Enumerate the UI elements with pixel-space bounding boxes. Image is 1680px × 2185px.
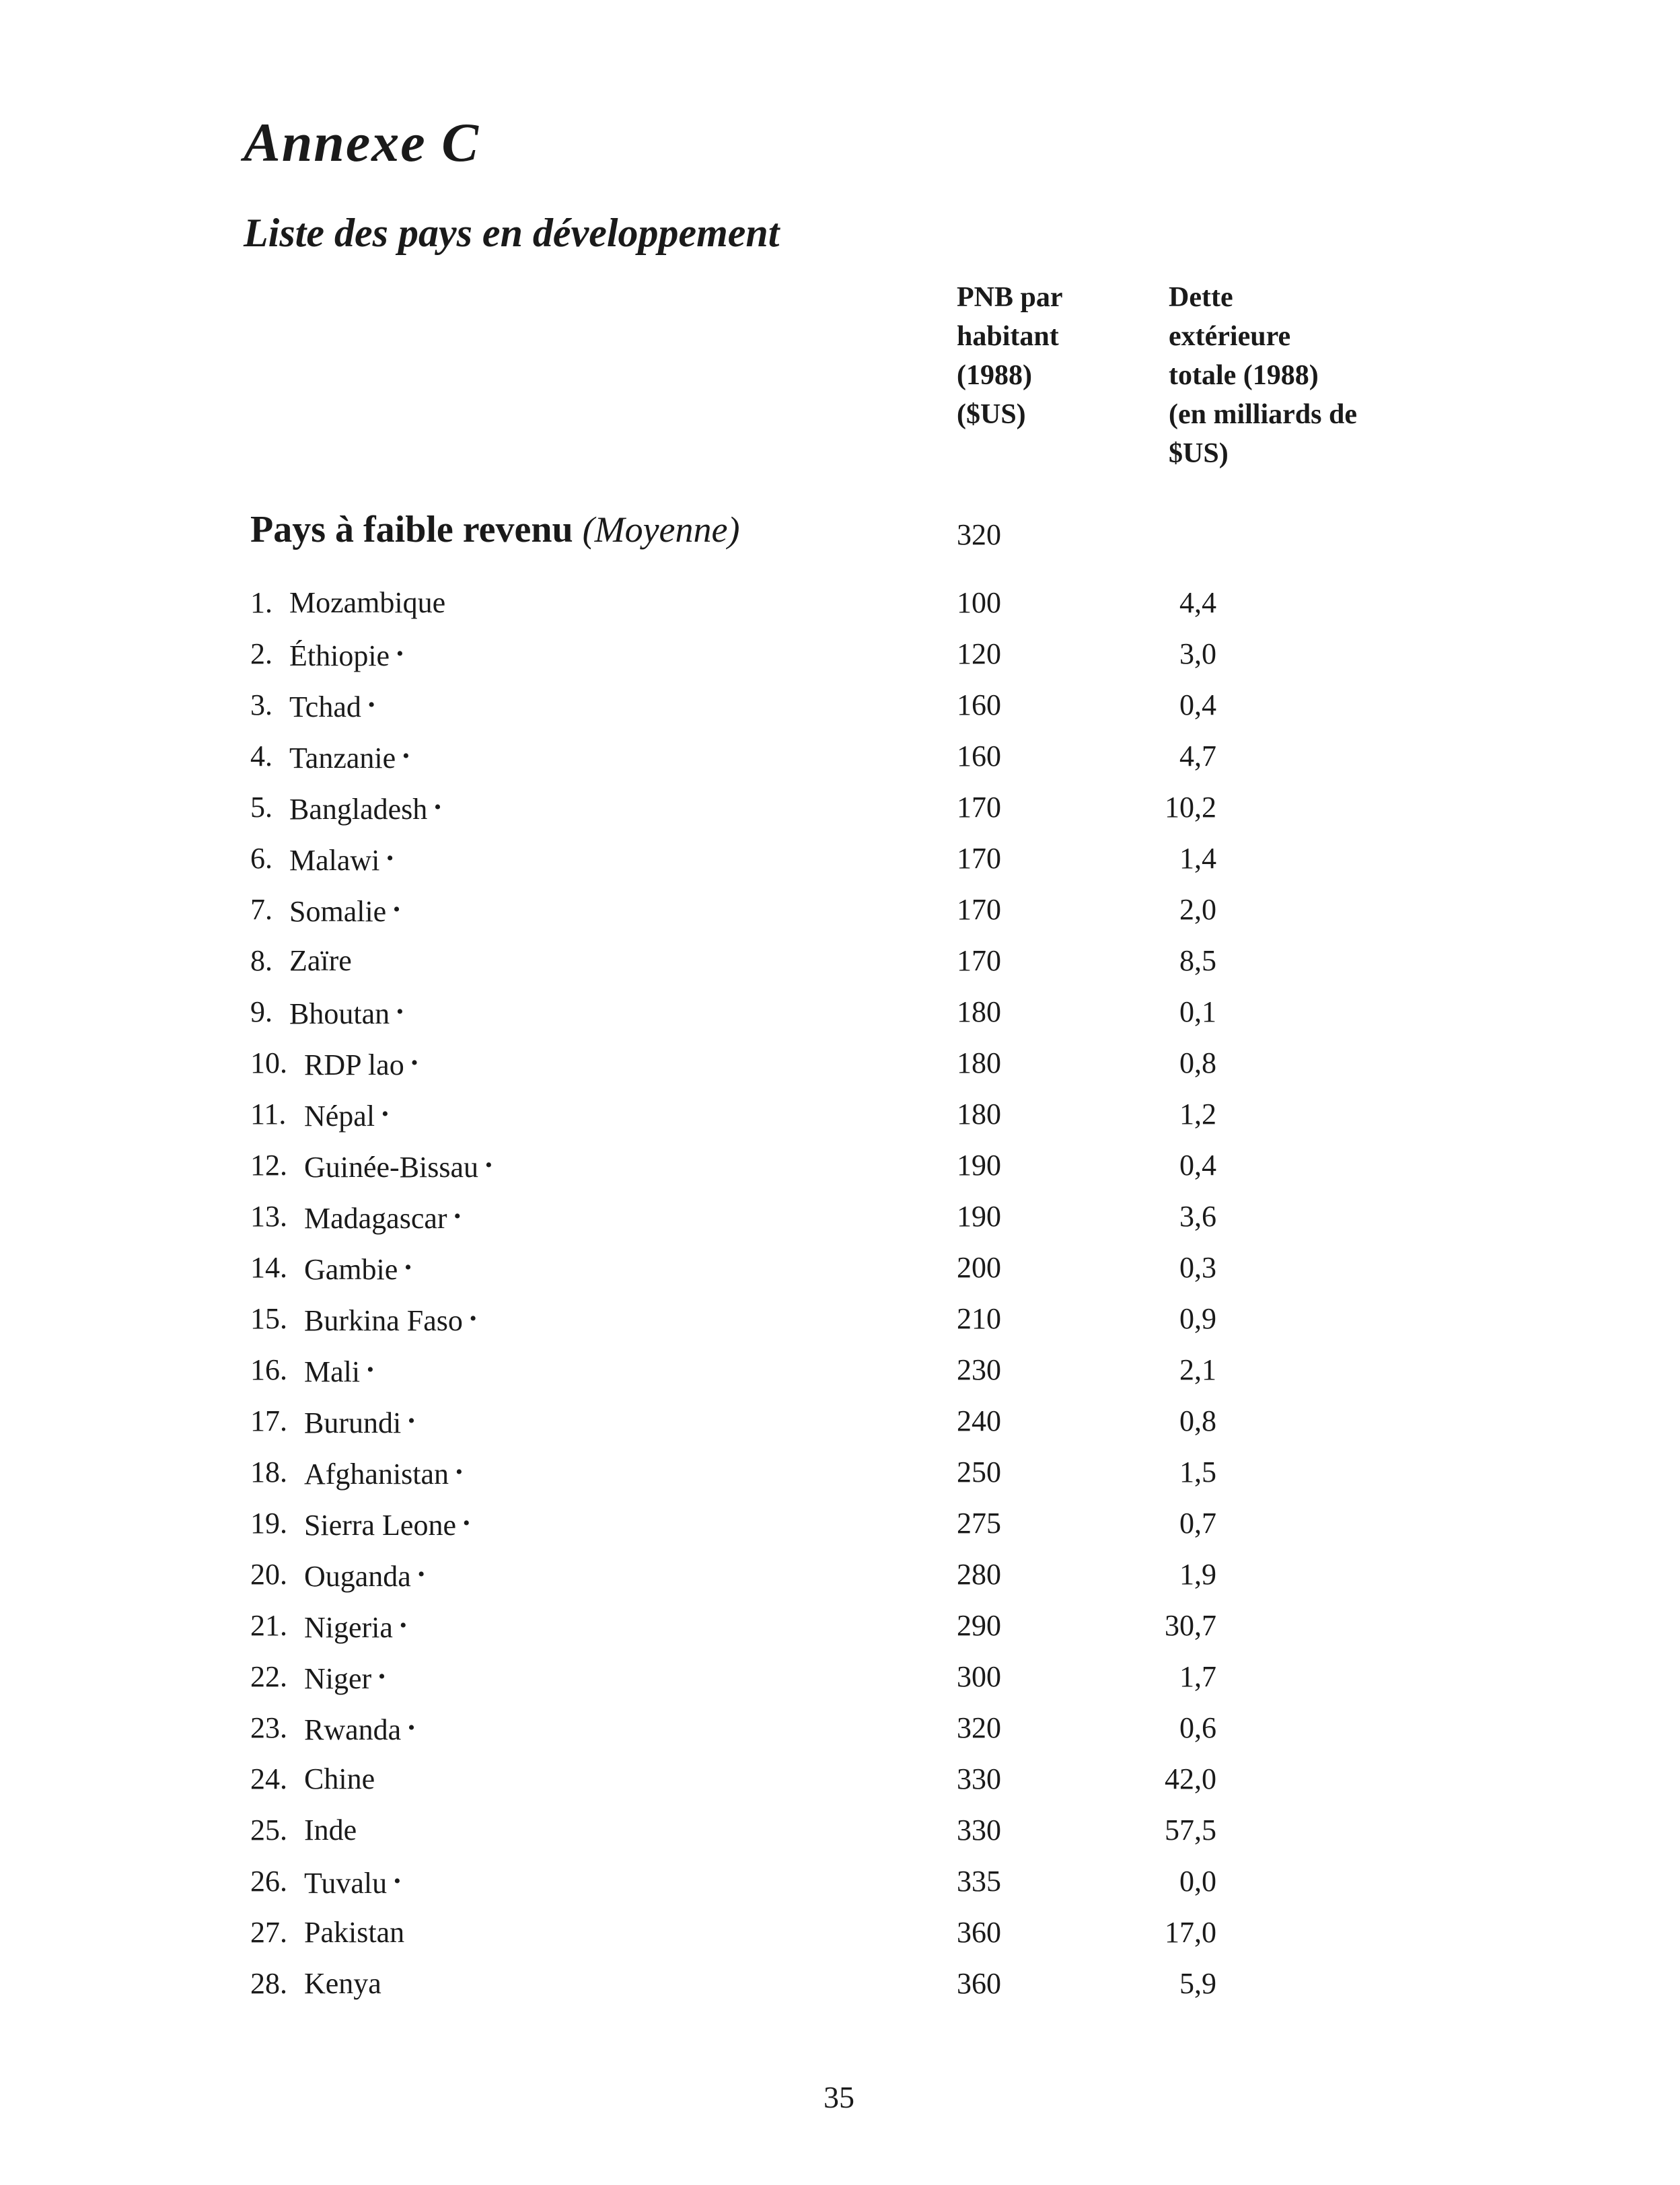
row-number: 8. xyxy=(250,944,272,977)
dette-value: 30,7 xyxy=(1165,1609,1216,1642)
country-cell xyxy=(304,1505,470,1544)
column-header-pnb xyxy=(957,278,1063,434)
pnb-value: 360 xyxy=(957,1967,1001,2000)
row-number: 22. xyxy=(250,1660,287,1693)
table-row xyxy=(0,584,1680,635)
footnote-star-icon: • xyxy=(386,847,394,869)
table-row xyxy=(0,1812,1680,1863)
column-header-dette-line: (en milliards de xyxy=(1169,399,1357,430)
pnb-value: 170 xyxy=(957,791,1001,824)
footnote-star-icon: • xyxy=(381,1103,389,1125)
pnb-value: 275 xyxy=(957,1507,1001,1540)
table-row xyxy=(0,1249,1680,1300)
table-row xyxy=(0,942,1680,993)
pnb-value: 280 xyxy=(957,1558,1001,1591)
country-cell xyxy=(304,1147,492,1186)
pnb-value: 190 xyxy=(957,1149,1001,1182)
row-number: 1. xyxy=(250,586,272,619)
table-row xyxy=(0,1402,1680,1454)
country-cell xyxy=(289,584,445,622)
table-row xyxy=(0,738,1680,789)
column-header-dette-line: $US) xyxy=(1169,438,1229,469)
column-header-pnb-line: (1988) xyxy=(957,360,1032,391)
country-cell xyxy=(304,1607,406,1647)
table-row xyxy=(0,993,1680,1044)
dette-value: 0,7 xyxy=(1179,1507,1216,1540)
column-header-dette xyxy=(1169,278,1357,473)
footnote-star-icon: • xyxy=(394,1870,401,1892)
country-cell xyxy=(304,1454,463,1493)
dette-value: 10,2 xyxy=(1165,791,1216,824)
country-cell xyxy=(304,1658,386,1698)
pnb-value: 180 xyxy=(957,1098,1001,1131)
row-number: 27. xyxy=(250,1916,287,1949)
dette-value: 0,4 xyxy=(1179,688,1216,721)
country-cell xyxy=(289,686,375,726)
dette-value: 3,6 xyxy=(1179,1200,1216,1233)
row-number: 14. xyxy=(250,1251,287,1284)
row-number: 26. xyxy=(250,1865,287,1898)
dette-value: 3,0 xyxy=(1179,637,1216,670)
row-number: 12. xyxy=(250,1149,287,1182)
pnb-value: 330 xyxy=(957,1762,1001,1795)
row-number: 10. xyxy=(250,1046,287,1079)
table-row xyxy=(0,1965,1680,2016)
section-sublabel: (Moyenne) xyxy=(582,509,740,550)
pnb-value: 330 xyxy=(957,1814,1001,1847)
country-name: Chine xyxy=(304,1762,375,1795)
pnb-value: 180 xyxy=(957,1046,1001,1079)
dette-value: 1,5 xyxy=(1179,1456,1216,1489)
pnb-value: 160 xyxy=(957,740,1001,773)
row-number: 13. xyxy=(250,1200,287,1233)
country-name: Pakistan xyxy=(304,1916,405,1949)
country-name: Inde xyxy=(304,1814,357,1847)
pnb-value: 170 xyxy=(957,944,1001,977)
table-row xyxy=(0,1096,1680,1147)
table-row xyxy=(0,1454,1680,1505)
country-name: Népal xyxy=(304,1100,375,1133)
table-row xyxy=(0,840,1680,891)
row-number: 4. xyxy=(250,740,272,773)
section-heading xyxy=(250,508,739,551)
country-cell xyxy=(304,1096,389,1135)
dette-value: 0,6 xyxy=(1179,1711,1216,1744)
country-cell xyxy=(289,738,410,777)
dette-value: 4,4 xyxy=(1179,586,1216,619)
country-cell xyxy=(304,1249,412,1289)
country-cell xyxy=(304,1914,404,1951)
pnb-value: 120 xyxy=(957,637,1001,670)
dette-value: 4,7 xyxy=(1179,740,1216,773)
table-row xyxy=(0,1300,1680,1351)
country-cell xyxy=(304,1965,381,2003)
pnb-value: 180 xyxy=(957,995,1001,1028)
country-name: RDP lao xyxy=(304,1048,404,1081)
table-row xyxy=(0,1607,1680,1658)
country-name: Mali xyxy=(304,1355,361,1388)
country-cell xyxy=(304,1198,461,1238)
pnb-value: 210 xyxy=(957,1302,1001,1335)
row-number: 11. xyxy=(250,1098,287,1131)
country-name: Bhoutan xyxy=(289,997,390,1030)
pnb-value: 100 xyxy=(957,586,1001,619)
country-name: Nigeria xyxy=(304,1611,393,1644)
dette-value: 2,0 xyxy=(1179,893,1216,926)
country-cell xyxy=(304,1351,374,1391)
section-label: Pays à faible revenu xyxy=(250,509,573,550)
country-name: Kenya xyxy=(304,1967,381,2000)
row-number: 24. xyxy=(250,1762,287,1795)
country-name: Rwanda xyxy=(304,1713,402,1746)
country-cell xyxy=(304,1300,476,1340)
footnote-star-icon: • xyxy=(404,1256,412,1279)
row-number: 15. xyxy=(250,1302,287,1335)
country-cell xyxy=(289,789,441,828)
footnote-star-icon: • xyxy=(399,1614,407,1637)
dette-value: 42,0 xyxy=(1165,1762,1216,1795)
table-row xyxy=(0,1914,1680,1965)
table-row xyxy=(0,789,1680,840)
country-cell xyxy=(304,1863,401,1902)
country-name: Burundi xyxy=(304,1406,402,1439)
country-cell xyxy=(289,942,352,980)
table-row xyxy=(0,1351,1680,1402)
footnote-star-icon: • xyxy=(378,1665,386,1688)
section-row-low-income xyxy=(0,508,1680,557)
country-name: Afghanistan xyxy=(304,1458,449,1491)
row-number: 7. xyxy=(250,893,272,926)
country-cell xyxy=(289,891,400,931)
country-name: Niger xyxy=(304,1662,372,1695)
row-number: 19. xyxy=(250,1507,287,1540)
page-number: 35 xyxy=(824,2080,854,2114)
row-number: 28. xyxy=(250,1967,287,2000)
country-name: Zaïre xyxy=(289,944,352,977)
dette-value: 0,1 xyxy=(1179,995,1216,1028)
column-header-pnb-line: ($US) xyxy=(957,399,1026,430)
table-row xyxy=(0,635,1680,686)
row-number: 2. xyxy=(250,637,272,670)
country-name: Madagascar xyxy=(304,1202,447,1235)
country-name: Burkina Faso xyxy=(304,1304,463,1337)
dette-value: 2,1 xyxy=(1179,1353,1216,1386)
dette-value: 0,4 xyxy=(1179,1149,1216,1182)
dette-value: 0,9 xyxy=(1179,1302,1216,1335)
country-cell xyxy=(304,1709,415,1749)
footnote-star-icon: • xyxy=(408,1410,415,1432)
row-number: 6. xyxy=(250,842,272,875)
column-header-dette-line: totale (1988) xyxy=(1169,360,1319,391)
table-row xyxy=(0,686,1680,738)
table-row xyxy=(0,1198,1680,1249)
country-name: Somalie xyxy=(289,895,387,928)
section-pnb-average: 320 xyxy=(957,518,1001,551)
footnote-star-icon: • xyxy=(434,796,441,818)
pnb-value: 160 xyxy=(957,688,1001,721)
table-row xyxy=(0,1709,1680,1760)
footnote-star-icon: • xyxy=(402,745,410,767)
column-header-dette-line: extérieure xyxy=(1169,321,1291,352)
country-cell xyxy=(304,1760,375,1798)
table-row xyxy=(0,1658,1680,1709)
table-row xyxy=(0,1044,1680,1096)
footnote-star-icon: • xyxy=(463,1512,470,1534)
table-row xyxy=(0,1556,1680,1607)
row-number: 20. xyxy=(250,1558,287,1591)
row-number: 18. xyxy=(250,1456,287,1489)
country-cell xyxy=(289,635,404,675)
row-number: 3. xyxy=(250,688,272,721)
footnote-star-icon: • xyxy=(417,1563,425,1585)
dette-value: 0,8 xyxy=(1179,1046,1216,1079)
country-table xyxy=(0,584,1680,2016)
dette-value: 0,8 xyxy=(1179,1404,1216,1437)
country-name: Éthiopie xyxy=(289,639,390,672)
country-name: Bangladesh xyxy=(289,793,428,826)
dette-value: 17,0 xyxy=(1165,1916,1216,1949)
pnb-value: 240 xyxy=(957,1404,1001,1437)
table-row xyxy=(0,1147,1680,1198)
pnb-value: 200 xyxy=(957,1251,1001,1284)
annex-title: Annexe C xyxy=(244,112,480,173)
pnb-value: 190 xyxy=(957,1200,1001,1233)
country-cell xyxy=(289,993,404,1033)
footnote-star-icon: • xyxy=(393,898,400,921)
footnote-star-icon: • xyxy=(410,1052,418,1074)
dette-value: 1,4 xyxy=(1179,842,1216,875)
footnote-star-icon: • xyxy=(396,1001,404,1023)
footnote-star-icon: • xyxy=(485,1154,492,1176)
table-row xyxy=(0,1760,1680,1812)
pnb-value: 335 xyxy=(957,1865,1001,1898)
table-row xyxy=(0,891,1680,942)
pnb-value: 290 xyxy=(957,1609,1001,1642)
footnote-star-icon: • xyxy=(367,694,375,716)
country-name: Sierra Leone xyxy=(304,1509,456,1542)
country-name: Ouganda xyxy=(304,1560,411,1593)
country-cell xyxy=(304,1556,425,1596)
column-header-dette-line: Dette xyxy=(1169,282,1233,313)
pnb-value: 170 xyxy=(957,893,1001,926)
country-name: Tuvalu xyxy=(304,1867,388,1900)
footnote-star-icon: • xyxy=(396,643,404,665)
country-name: Guinée-Bissau xyxy=(304,1151,479,1184)
dette-value: 1,2 xyxy=(1179,1098,1216,1131)
dette-value: 57,5 xyxy=(1165,1814,1216,1847)
country-cell xyxy=(289,840,394,880)
country-name: Tanzanie xyxy=(289,742,396,775)
row-number: 17. xyxy=(250,1404,287,1437)
footnote-star-icon: • xyxy=(453,1205,462,1227)
column-header-pnb-line: PNB par xyxy=(957,282,1063,313)
row-number: 5. xyxy=(250,791,272,824)
footnote-star-icon: • xyxy=(469,1308,477,1330)
pnb-value: 250 xyxy=(957,1456,1001,1489)
list-title: Liste des pays en développement xyxy=(244,211,780,255)
country-name: Malawi xyxy=(289,844,380,877)
dette-value: 0,3 xyxy=(1179,1251,1216,1284)
country-cell xyxy=(304,1402,415,1442)
country-name: Gambie xyxy=(304,1253,398,1286)
dette-value: 0,0 xyxy=(1179,1865,1216,1898)
row-number: 16. xyxy=(250,1353,287,1386)
pnb-value: 300 xyxy=(957,1660,1001,1693)
row-number: 25. xyxy=(250,1814,287,1847)
row-number: 23. xyxy=(250,1711,287,1744)
dette-value: 8,5 xyxy=(1179,944,1216,977)
row-number: 21. xyxy=(250,1609,287,1642)
row-number: 9. xyxy=(250,995,272,1028)
column-header-pnb-line: habitant xyxy=(957,321,1059,352)
country-cell xyxy=(304,1044,418,1084)
table-row xyxy=(0,1863,1680,1914)
country-name: Tchad xyxy=(289,690,361,723)
dette-value: 1,7 xyxy=(1179,1660,1216,1693)
country-cell xyxy=(304,1812,357,1849)
pnb-value: 170 xyxy=(957,842,1001,875)
pnb-value: 360 xyxy=(957,1916,1001,1949)
dette-value: 1,9 xyxy=(1179,1558,1216,1591)
table-row xyxy=(0,1505,1680,1556)
pnb-value: 320 xyxy=(957,1711,1001,1744)
country-name: Mozambique xyxy=(289,586,446,619)
footnote-star-icon: • xyxy=(455,1461,463,1483)
dette-value: 5,9 xyxy=(1179,1967,1216,2000)
footnote-star-icon: • xyxy=(408,1717,415,1739)
footnote-star-icon: • xyxy=(367,1359,374,1381)
pnb-value: 230 xyxy=(957,1353,1001,1386)
